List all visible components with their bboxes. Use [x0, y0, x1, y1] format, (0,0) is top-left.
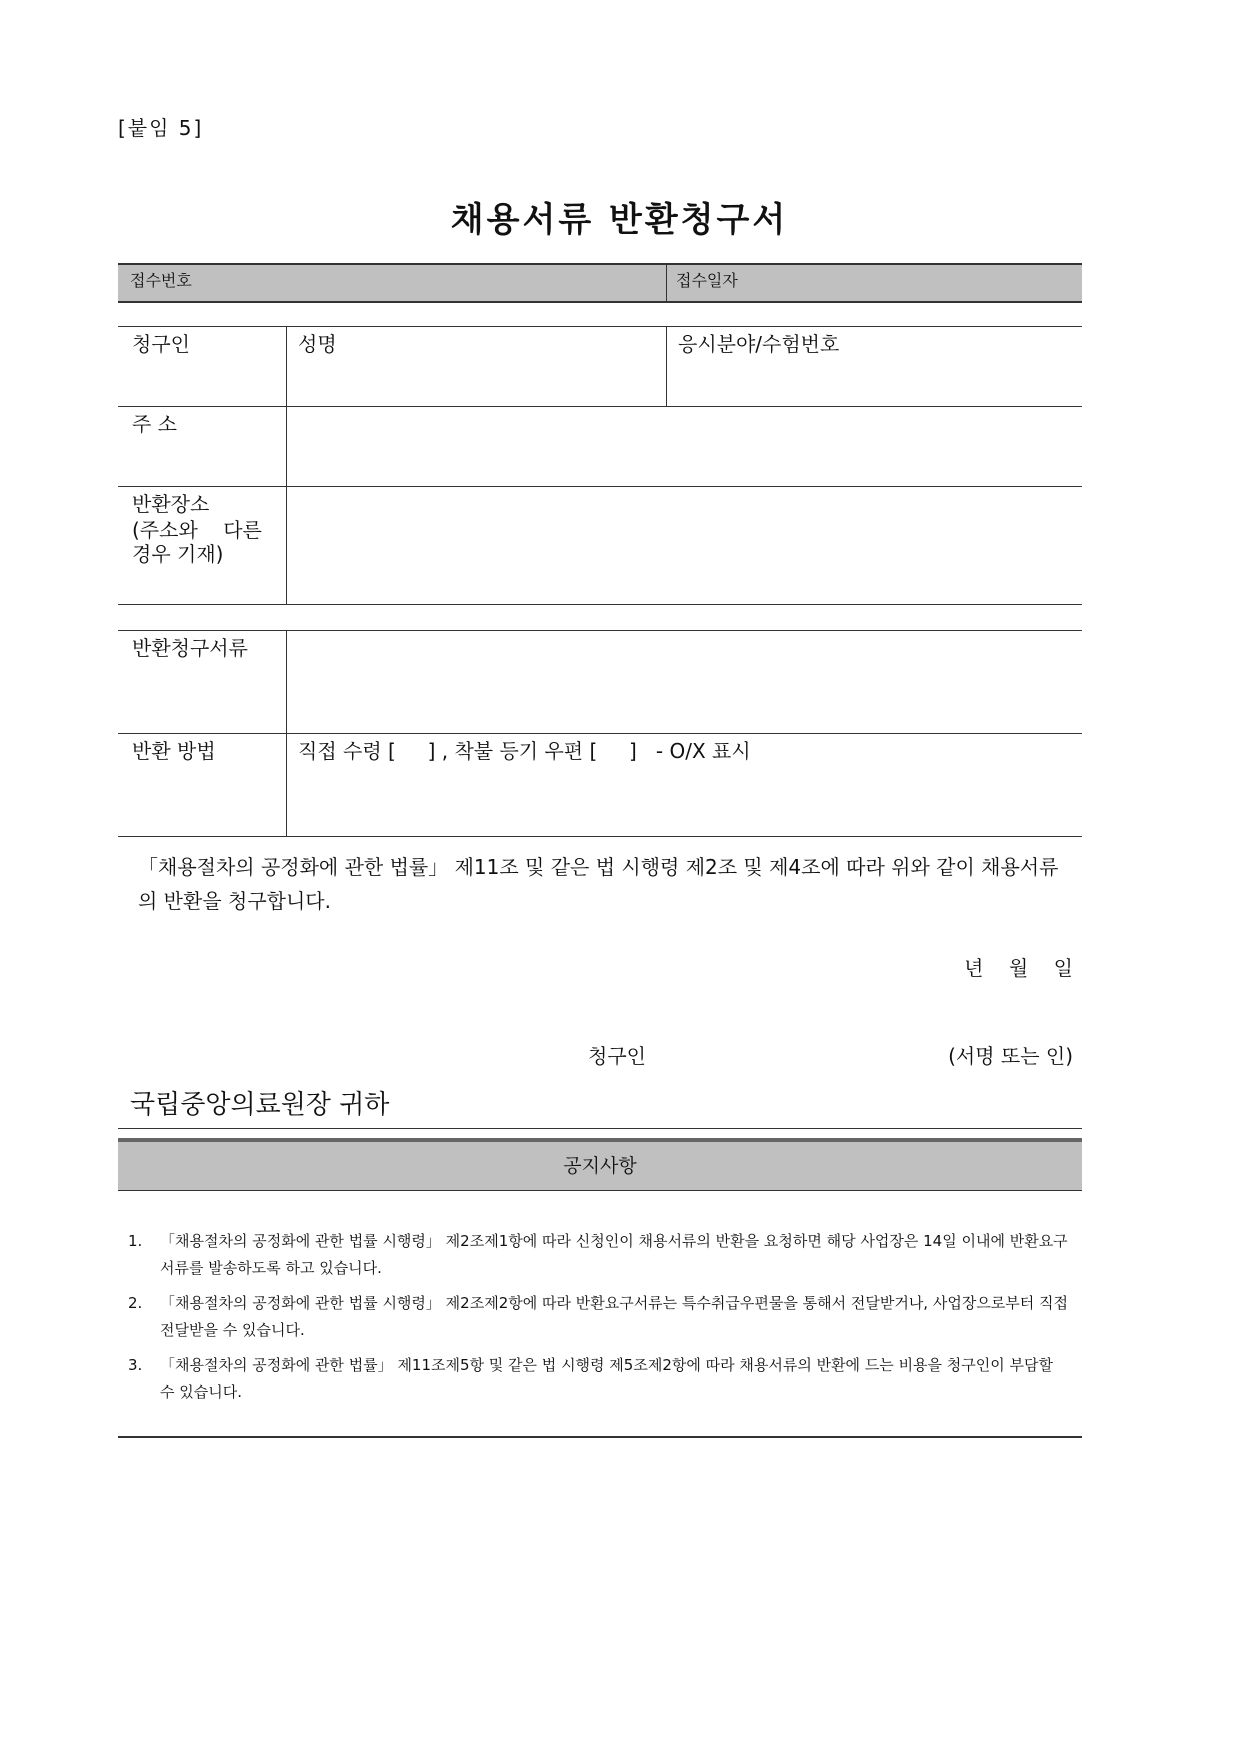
- divider: [118, 1128, 1082, 1129]
- address-label: 주 소: [132, 412, 177, 436]
- notice-item-number: 1.: [128, 1232, 143, 1250]
- divider: [666, 263, 667, 301]
- claimant-label: 청구인: [132, 332, 190, 356]
- list-item: [128, 1290, 1072, 1344]
- notice-item-text: 「채용절차의 공정화에 관한 법률」 제11조제5항 및 같은 법 시행령 제5조제2항에 따라 채용서류의 반환에 드는 비용을 청구인이 부담할 수 있습니다.: [160, 1356, 1054, 1401]
- divider: [118, 630, 1082, 631]
- receipt-header-row: [118, 263, 1082, 301]
- notice-item-text: 「채용절차의 공정화에 관한 법률 시행령」 제2조제1항에 따라 신청인이 채용서류의 반환을 요청하면 해당 사업장은 14일 이내에 반환요구서류를 발송하도록 하고 있습니다.: [160, 1232, 1068, 1277]
- form-title: 채용서류 반환청구서: [450, 200, 789, 240]
- divider: [118, 326, 1082, 327]
- divider: [118, 836, 1082, 837]
- divider: [666, 326, 667, 406]
- divider: [118, 733, 1082, 734]
- divider: [118, 1138, 1082, 1142]
- notice-item-number: 3.: [128, 1356, 143, 1374]
- divider: [118, 604, 1082, 605]
- receipt-date-label: 접수일자: [676, 271, 738, 290]
- name-label: 성명: [298, 332, 337, 356]
- return-documents-label: 반환청구서류: [132, 636, 248, 660]
- divider: [118, 486, 1082, 487]
- signature-label: (서명 또는 인): [948, 1044, 1073, 1068]
- notice-list: [128, 1228, 1072, 1414]
- date-line: 년 월 일: [964, 956, 1073, 980]
- divider: [286, 326, 287, 604]
- return-place-note: 경우 기재): [132, 542, 224, 566]
- divider: [118, 1190, 1082, 1191]
- list-item: [128, 1352, 1072, 1406]
- return-method-label: 반환 방법: [132, 739, 216, 763]
- list-item: [128, 1228, 1072, 1282]
- return-method-options: 직접 수령 [ ] , 착불 등기 우편 [ ] - O/X 표시: [298, 739, 751, 763]
- divider: [118, 1436, 1082, 1438]
- recipient: 국립중앙의료원장 귀하: [130, 1090, 390, 1120]
- notice-title: 공지사항: [563, 1155, 637, 1177]
- signature-claimant-label: 청구인: [588, 1044, 646, 1068]
- return-place-label: 반환장소: [132, 492, 210, 516]
- receipt-number-label: 접수번호: [130, 271, 192, 290]
- notice-item-number: 2.: [128, 1294, 143, 1312]
- divider: [118, 406, 1082, 407]
- divider: [118, 301, 1082, 303]
- field-exam-number-label: 응시분야/수험번호: [678, 332, 840, 356]
- declaration-text: 「채용절차의 공정화에 관한 법률」 제11조 및 같은 법 시행령 제2조 및 제4조에 따라 위와 같이 채용서류의 반환을 청구합니다.: [138, 855, 1059, 913]
- notice-item-text: 「채용절차의 공정화에 관한 법률 시행령」 제2조제2항에 따라 반환요구서류는 특수취급우편물을 통해서 전달받거나, 사업장으로부터 직접 전달받을 수 있습니다.: [160, 1294, 1069, 1339]
- return-place-note: (주소와 다른: [132, 518, 262, 542]
- attachment-label: [붙임 5]: [118, 116, 204, 140]
- divider: [118, 263, 1082, 265]
- divider: [286, 630, 287, 836]
